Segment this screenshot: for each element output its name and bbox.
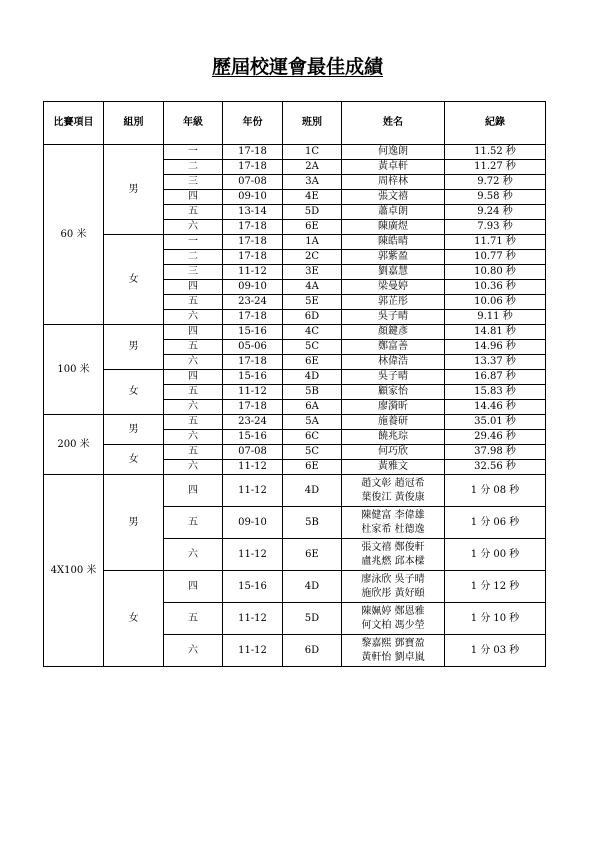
record-cell: 35.01 秒	[445, 415, 546, 430]
record-cell: 1 分 06 秒	[445, 507, 546, 539]
year-cell: 07-08	[223, 445, 283, 460]
name-cell	[342, 539, 445, 571]
athlete-names: 周梓林	[378, 176, 408, 187]
year-cell: 23-24	[223, 415, 283, 430]
record-cell: 10.36 秒	[445, 280, 546, 295]
results-body	[44, 145, 546, 667]
class-cell: 6E	[283, 220, 342, 235]
record-cell: 37.98 秒	[445, 445, 546, 460]
grade-cell: 五	[164, 415, 223, 430]
group-cell: 女	[104, 571, 164, 667]
year-cell: 11-12	[223, 475, 283, 507]
year-cell: 17-18	[223, 145, 283, 160]
name-cell	[342, 145, 445, 160]
athlete-names: 吳子晴	[378, 371, 408, 382]
athlete-names: 杜家希 杜德逸	[361, 523, 425, 535]
athlete-names: 何巧欣	[378, 446, 408, 457]
class-cell: 4D	[283, 571, 342, 603]
record-cell: 14.46 秒	[445, 400, 546, 415]
table-row	[44, 235, 546, 250]
class-cell: 6A	[283, 400, 342, 415]
record-cell: 9.58 秒	[445, 190, 546, 205]
name-cell	[342, 507, 445, 539]
record-cell: 9.24 秒	[445, 205, 546, 220]
class-cell: 6E	[283, 539, 342, 571]
header-class: 班別	[283, 102, 342, 145]
class-cell: 5D	[283, 205, 342, 220]
class-cell: 3E	[283, 265, 342, 280]
class-cell: 5D	[283, 603, 342, 635]
athlete-names: 鄭富善	[378, 341, 408, 352]
record-cell: 11.71 秒	[445, 235, 546, 250]
athlete-names: 蕭卓朗	[378, 206, 408, 217]
class-cell: 5E	[283, 295, 342, 310]
table-row	[44, 325, 546, 340]
year-cell: 17-18	[223, 355, 283, 370]
name-cell	[342, 603, 445, 635]
grade-cell: 六	[164, 539, 223, 571]
table-row	[44, 445, 546, 460]
table-row	[44, 571, 546, 603]
header-grade: 年級	[164, 102, 223, 145]
class-cell: 6E	[283, 460, 342, 475]
record-cell: 7.93 秒	[445, 220, 546, 235]
name-cell	[342, 265, 445, 280]
grade-cell: 一	[164, 235, 223, 250]
grade-cell: 四	[164, 325, 223, 340]
header-event: 比賽項目	[44, 102, 104, 145]
class-cell: 2C	[283, 250, 342, 265]
year-cell: 15-16	[223, 430, 283, 445]
record-cell: 1 分 12 秒	[445, 571, 546, 603]
athlete-names: 饒兆琮	[378, 431, 408, 442]
name-cell	[342, 205, 445, 220]
grade-cell: 五	[164, 385, 223, 400]
year-cell: 07-08	[223, 175, 283, 190]
year-cell: 15-16	[223, 325, 283, 340]
class-cell: 1C	[283, 145, 342, 160]
grade-cell: 四	[164, 571, 223, 603]
class-cell: 6D	[283, 635, 342, 667]
athlete-names: 林偉浩	[378, 356, 408, 367]
record-cell: 29.46 秒	[445, 430, 546, 445]
record-cell: 13.37 秒	[445, 355, 546, 370]
grade-cell: 五	[164, 507, 223, 539]
athlete-names: 顏鍵彥	[378, 326, 408, 337]
group-cell: 男	[104, 475, 164, 571]
year-cell: 09-10	[223, 507, 283, 539]
year-cell: 23-24	[223, 295, 283, 310]
group-cell: 男	[104, 325, 164, 370]
athlete-names: 梁曼婷	[378, 281, 408, 292]
name-cell	[342, 475, 445, 507]
name-cell	[342, 400, 445, 415]
athlete-names: 陳健富 李偉雄	[361, 509, 425, 521]
table-row	[44, 475, 546, 507]
year-cell: 11-12	[223, 385, 283, 400]
name-cell	[342, 635, 445, 667]
name-cell	[342, 415, 445, 430]
record-cell: 9.11 秒	[445, 310, 546, 325]
grade-cell: 六	[164, 635, 223, 667]
document-title	[0, 52, 595, 79]
results-table	[43, 101, 546, 667]
class-cell: 4A	[283, 280, 342, 295]
year-cell: 13-14	[223, 205, 283, 220]
class-cell: 5C	[283, 340, 342, 355]
year-cell: 15-16	[223, 571, 283, 603]
athlete-names: 施養研	[378, 416, 408, 427]
class-cell: 5B	[283, 507, 342, 539]
record-cell: 1 分 03 秒	[445, 635, 546, 667]
class-cell: 4D	[283, 370, 342, 385]
year-cell: 09-10	[223, 190, 283, 205]
class-cell: 4E	[283, 190, 342, 205]
name-cell	[342, 340, 445, 355]
class-cell: 5C	[283, 445, 342, 460]
document-title-text: 歷屆校運會最佳成績	[211, 56, 383, 78]
class-cell: 5A	[283, 415, 342, 430]
name-cell	[342, 310, 445, 325]
grade-cell: 五	[164, 205, 223, 220]
athlete-names: 劉嘉慧	[378, 266, 408, 277]
event-cell: 4X100 米	[44, 475, 104, 667]
class-cell: 6C	[283, 430, 342, 445]
grade-cell: 六	[164, 430, 223, 445]
year-cell: 17-18	[223, 220, 283, 235]
grade-cell: 四	[164, 475, 223, 507]
grade-cell: 四	[164, 370, 223, 385]
year-cell: 11-12	[223, 603, 283, 635]
year-cell: 05-06	[223, 340, 283, 355]
athlete-names: 廖泳欣 吳子晴	[361, 573, 425, 585]
class-cell: 5B	[283, 385, 342, 400]
name-cell	[342, 175, 445, 190]
record-cell: 1 分 10 秒	[445, 603, 546, 635]
grade-cell: 四	[164, 190, 223, 205]
name-cell	[342, 445, 445, 460]
athlete-names: 郭紫盈	[378, 251, 408, 262]
header-year: 年份	[223, 102, 283, 145]
athlete-names: 盧兆燃 邱本樑	[361, 555, 425, 567]
name-cell	[342, 235, 445, 250]
name-cell	[342, 160, 445, 175]
grade-cell: 一	[164, 145, 223, 160]
grade-cell: 三	[164, 175, 223, 190]
grade-cell: 六	[164, 355, 223, 370]
group-cell: 女	[104, 445, 164, 475]
record-cell: 32.56 秒	[445, 460, 546, 475]
grade-cell: 六	[164, 310, 223, 325]
year-cell: 11-12	[223, 539, 283, 571]
athlete-names: 黃雅文	[378, 461, 408, 472]
athlete-names: 張文禧 鄭俊軒	[361, 541, 425, 553]
header-group: 組別	[104, 102, 164, 145]
grade-cell: 六	[164, 220, 223, 235]
athlete-names: 吳子晴	[378, 311, 408, 322]
year-cell: 17-18	[223, 235, 283, 250]
athlete-names: 施欣彤 黃好頤	[361, 587, 425, 599]
athlete-names: 陳廣煜	[378, 221, 408, 232]
grade-cell: 五	[164, 295, 223, 310]
table-row	[44, 415, 546, 430]
class-cell: 3A	[283, 175, 342, 190]
athlete-names: 陳姵婷 鄭恩雅	[361, 605, 425, 617]
athlete-names: 葉俊江 黃俊康	[361, 491, 425, 503]
class-cell: 4C	[283, 325, 342, 340]
name-cell	[342, 430, 445, 445]
athlete-names: 趙文彰 趙冠希	[361, 477, 425, 489]
name-cell	[342, 325, 445, 340]
year-cell: 17-18	[223, 310, 283, 325]
event-cell: 60 米	[44, 145, 104, 325]
grade-cell: 四	[164, 280, 223, 295]
record-cell: 11.52 秒	[445, 145, 546, 160]
record-cell: 9.72 秒	[445, 175, 546, 190]
event-cell: 100 米	[44, 325, 104, 415]
year-cell: 17-18	[223, 250, 283, 265]
record-cell: 14.81 秒	[445, 325, 546, 340]
name-cell	[342, 280, 445, 295]
record-cell: 10.77 秒	[445, 250, 546, 265]
grade-cell: 五	[164, 603, 223, 635]
name-cell	[342, 355, 445, 370]
class-cell: 1A	[283, 235, 342, 250]
name-cell	[342, 295, 445, 310]
table-row	[44, 370, 546, 385]
record-cell: 10.80 秒	[445, 265, 546, 280]
group-cell: 男	[104, 415, 164, 445]
name-cell	[342, 190, 445, 205]
group-cell: 女	[104, 370, 164, 415]
table-header-row	[44, 102, 546, 145]
grade-cell: 五	[164, 340, 223, 355]
record-cell: 1 分 08 秒	[445, 475, 546, 507]
record-cell: 16.87 秒	[445, 370, 546, 385]
record-cell: 14.96 秒	[445, 340, 546, 355]
event-cell: 200 米	[44, 415, 104, 475]
name-cell	[342, 370, 445, 385]
year-cell: 11-12	[223, 265, 283, 280]
name-cell	[342, 220, 445, 235]
year-cell: 17-18	[223, 400, 283, 415]
athlete-names: 廖漪昕	[378, 401, 408, 412]
class-cell: 6E	[283, 355, 342, 370]
class-cell: 2A	[283, 160, 342, 175]
athlete-names: 黃軒怡 劉卓嵐	[361, 651, 425, 663]
record-cell: 15.83 秒	[445, 385, 546, 400]
grade-cell: 六	[164, 400, 223, 415]
year-cell: 17-18	[223, 160, 283, 175]
grade-cell: 二	[164, 160, 223, 175]
name-cell	[342, 250, 445, 265]
athlete-names: 郭芷彤	[378, 296, 408, 307]
year-cell: 15-16	[223, 370, 283, 385]
athlete-names: 何文柏 馮少塋	[361, 619, 425, 631]
record-cell: 11.27 秒	[445, 160, 546, 175]
year-cell: 11-12	[223, 635, 283, 667]
grade-cell: 二	[164, 250, 223, 265]
name-cell	[342, 385, 445, 400]
header-record: 紀錄	[445, 102, 546, 145]
table-row	[44, 145, 546, 160]
grade-cell: 三	[164, 265, 223, 280]
year-cell: 11-12	[223, 460, 283, 475]
record-cell: 10.06 秒	[445, 295, 546, 310]
year-cell: 09-10	[223, 280, 283, 295]
group-cell: 女	[104, 235, 164, 325]
class-cell: 4D	[283, 475, 342, 507]
name-cell	[342, 571, 445, 603]
name-cell	[342, 460, 445, 475]
group-cell: 男	[104, 145, 164, 235]
athlete-names: 顧家怡	[378, 386, 408, 397]
athlete-names: 陳皓晴	[378, 236, 408, 247]
record-cell: 1 分 00 秒	[445, 539, 546, 571]
athlete-names: 張文禧	[378, 191, 408, 202]
header-name: 姓名	[342, 102, 445, 145]
class-cell: 6D	[283, 310, 342, 325]
grade-cell: 五	[164, 445, 223, 460]
athlete-names: 黃卓軒	[378, 161, 408, 172]
athlete-names: 何逸朗	[378, 146, 408, 157]
athlete-names: 黎嘉熙 鄧寶盈	[361, 637, 425, 649]
grade-cell: 六	[164, 460, 223, 475]
